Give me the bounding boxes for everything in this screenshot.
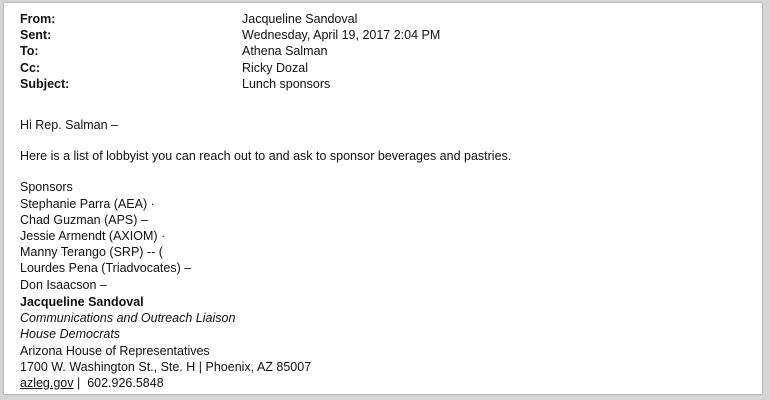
sponsor-item: Stephanie Parra (AEA) · [20,196,155,211]
cc-value: Ricky Dozal [242,60,308,75]
sent-row [20,27,440,43]
to-label: To: [20,44,39,59]
email-printout [4,3,762,394]
from-row [20,11,440,27]
subject-label: Subject: [20,76,70,91]
intro-text: Here is a list of lobbyist you can reach out to and ask to sponsor beverages and pastries. [20,149,512,164]
email-signature [20,294,311,391]
email-header [20,11,440,92]
cc-label: Cc: [20,60,41,75]
to-value: Athena Salman [242,44,328,59]
phone-number: 602.926.5848 [87,376,164,391]
sponsor-item: Manny Terango (SRP) -- ( [20,245,163,260]
signature-contact [20,375,311,391]
sponsor-item: Jessie Armendt (AXIOM) · [20,229,166,244]
subject-value: Lunch sponsors [242,76,331,91]
contact-separator: | [73,376,88,391]
sent-label: Sent: [20,28,52,43]
email-body [20,117,511,293]
website-link[interactable]: azleg.gov [20,376,74,391]
sponsor-item: Don Isaacson – [20,277,107,292]
signature-address: 1700 W. Washington St., Ste. H | Phoenix, AZ 85007 [20,359,312,374]
from-value: Jacqueline Sandoval [242,12,358,26]
subject-row [20,76,440,92]
cc-row [20,60,440,76]
signature-group: House Democrats [20,327,121,342]
sponsor-item: Chad Guzman (APS) – [20,212,148,227]
sponsor-item: Lourdes Pena (Triadvocates) – [20,261,192,276]
sent-value: Wednesday, April 19, 2017 2:04 PM [242,28,441,43]
signature-title: Communications and Outreach Liaison [20,311,236,326]
greeting: Hi Rep. Salman – [20,118,118,132]
signature-name: Jacqueline Sandoval [20,295,144,309]
from-label: From: [20,12,56,26]
to-row [20,43,440,59]
sponsors-list [20,179,511,292]
signature-org: Arizona House of Representatives [20,343,210,358]
sponsors-heading: Sponsors [20,180,73,195]
